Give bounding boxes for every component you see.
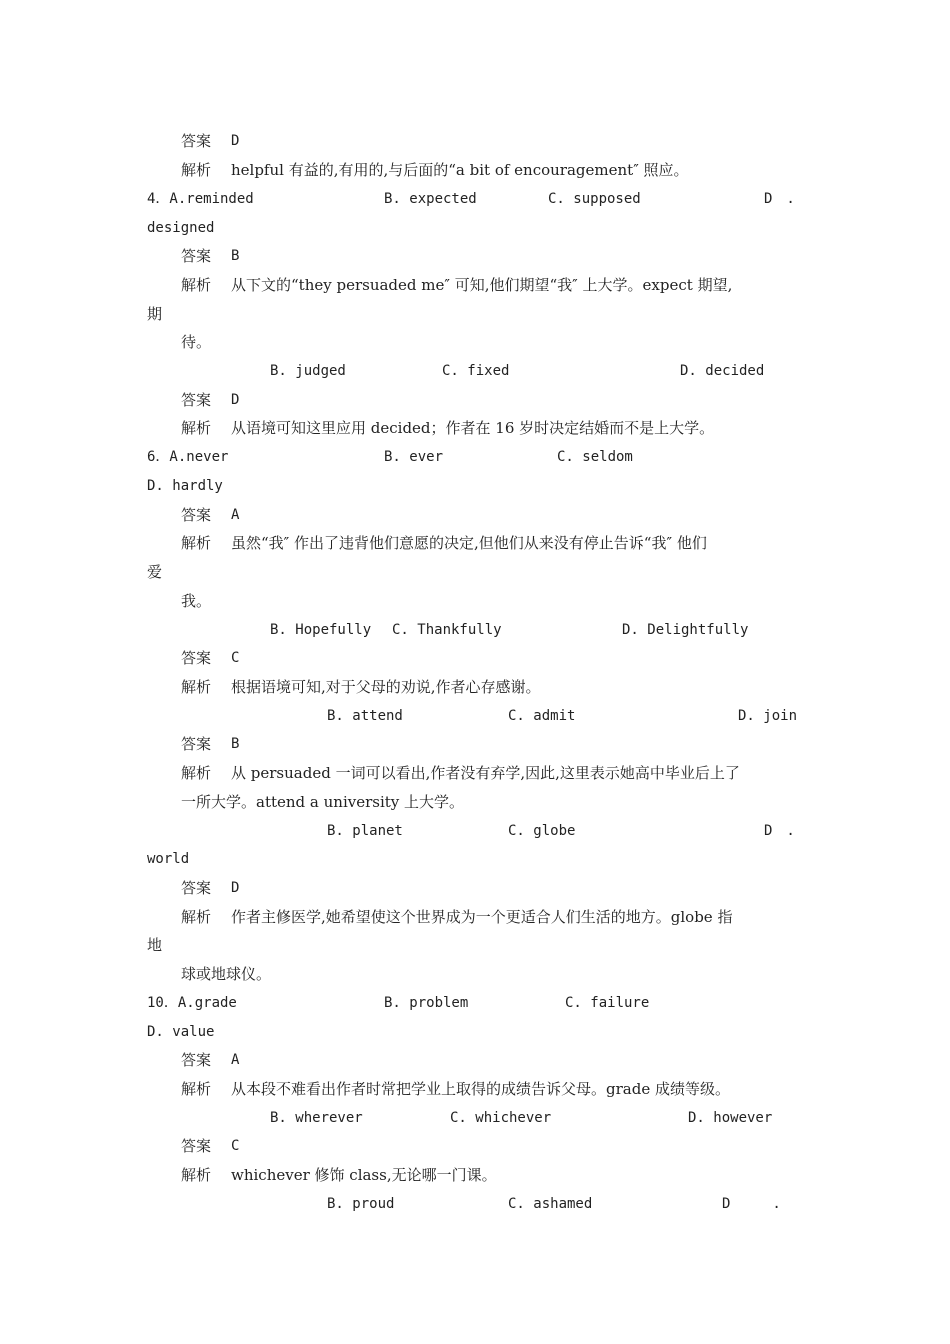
- question-option-d: D .: [764, 191, 795, 207]
- question-option-c: C. Thankfully: [392, 622, 502, 638]
- question-option-a: 4．A.reminded: [147, 191, 254, 207]
- question-option-b: B. ever: [384, 449, 444, 465]
- analysis-text: 从下文的“they persuaded me″ 可知,他们期望“我″ 上大学。expect 期望,: [231, 276, 733, 294]
- analysis-text: helpful 有益的,有用的,与后面的“a bit of encouragement″ 照应。: [231, 161, 689, 179]
- answer-value: D: [231, 392, 240, 408]
- analysis-continuation: 我。: [181, 592, 212, 610]
- question-option-a: 10．A.grade: [147, 995, 237, 1011]
- analysis-label: 解析: [181, 1166, 212, 1184]
- question-option-d: D. join: [738, 708, 798, 724]
- question-option-b: B. Hopefully: [270, 622, 372, 638]
- answer-label: 答案: [181, 506, 212, 524]
- question-option-b: B. wherever: [270, 1110, 363, 1126]
- analysis-text: 从本段不难看出作者时常把学业上取得的成绩告诉父母。grade 成绩等级。: [231, 1080, 730, 1098]
- answer-label: 答案: [181, 1051, 212, 1069]
- question-option-b: B. judged: [270, 363, 346, 379]
- question-option-c: C. fixed: [442, 363, 510, 379]
- answer-label: 答案: [181, 391, 212, 409]
- answer-label: 答案: [181, 132, 212, 150]
- answer-value: A: [231, 1052, 240, 1068]
- answer-value: B: [231, 736, 240, 752]
- option-continuation: world: [147, 851, 190, 867]
- question-option-c: C. supposed: [548, 191, 641, 207]
- analysis-label: 解析: [181, 419, 212, 437]
- analysis-continuation: 爱: [147, 563, 163, 581]
- question-option-c: C. failure: [565, 995, 650, 1011]
- question-option-c: C. whichever: [450, 1110, 552, 1126]
- question-option-d: D .: [764, 823, 795, 839]
- analysis-text: 根据语境可知,对于父母的劝说,作者心存感谢。: [231, 678, 541, 696]
- analysis-label: 解析: [181, 678, 212, 696]
- answer-value: B: [231, 248, 240, 264]
- question-option-c: C. admit: [508, 708, 576, 724]
- analysis-label: 解析: [181, 764, 212, 782]
- analysis-text: 从语境可知这里应用 decided；作者在 16 岁时决定结婚而不是上大学。: [231, 419, 715, 437]
- question-option-b: B. expected: [384, 191, 477, 207]
- question-option-d: D. hardly: [147, 478, 223, 494]
- question-option-d: D. Delightfully: [622, 622, 749, 638]
- analysis-continuation: 一所大学。attend a university 上大学。: [181, 793, 465, 811]
- question-option-d: D .: [722, 1196, 781, 1212]
- analysis-label: 解析: [181, 908, 212, 926]
- analysis-text: 虽然“我″ 作出了违背他们意愿的决定,但他们从来没有停止告诉“我″ 他们: [231, 534, 707, 552]
- question-option-d: D. however: [688, 1110, 773, 1126]
- analysis-label: 解析: [181, 1080, 212, 1098]
- question-option-b: B. attend: [327, 708, 403, 724]
- answer-value: D: [231, 133, 240, 149]
- question-option-b: B. problem: [384, 995, 469, 1011]
- analysis-label: 解析: [181, 534, 212, 552]
- answer-value: C: [231, 650, 240, 666]
- answer-value: C: [231, 1138, 240, 1154]
- analysis-continuation: 地: [147, 936, 163, 954]
- question-option-c: C. globe: [508, 823, 576, 839]
- question-option-b: B. proud: [327, 1196, 395, 1212]
- answer-label: 答案: [181, 1137, 212, 1155]
- analysis-label: 解析: [181, 161, 212, 179]
- question-option-a: 6．A.never: [147, 449, 229, 465]
- option-continuation: designed: [147, 220, 215, 236]
- answer-label: 答案: [181, 735, 212, 753]
- question-option-d: D. value: [147, 1024, 215, 1040]
- question-option-c: C. ashamed: [508, 1196, 593, 1212]
- answer-label: 答案: [181, 649, 212, 667]
- answer-value: D: [231, 880, 240, 896]
- question-option-b: B. planet: [327, 823, 403, 839]
- analysis-continuation: 期: [147, 305, 163, 323]
- answer-label: 答案: [181, 247, 212, 265]
- answer-label: 答案: [181, 879, 212, 897]
- analysis-text: 从 persuaded 一词可以看出,作者没有弃学,因此,这里表示她高中毕业后上了: [231, 764, 740, 782]
- analysis-text: whichever 修饰 class,无论哪一门课。: [231, 1166, 497, 1184]
- analysis-label: 解析: [181, 276, 212, 294]
- question-option-c: C. seldom: [557, 449, 633, 465]
- answer-value: A: [231, 507, 240, 523]
- analysis-text: 作者主修医学,她希望使这个世界成为一个更适合人们生活的地方。globe 指: [231, 908, 733, 926]
- analysis-continuation: 球或地球仪。: [181, 965, 272, 983]
- analysis-continuation: 待。: [181, 333, 212, 351]
- question-option-d: D. decided: [680, 363, 765, 379]
